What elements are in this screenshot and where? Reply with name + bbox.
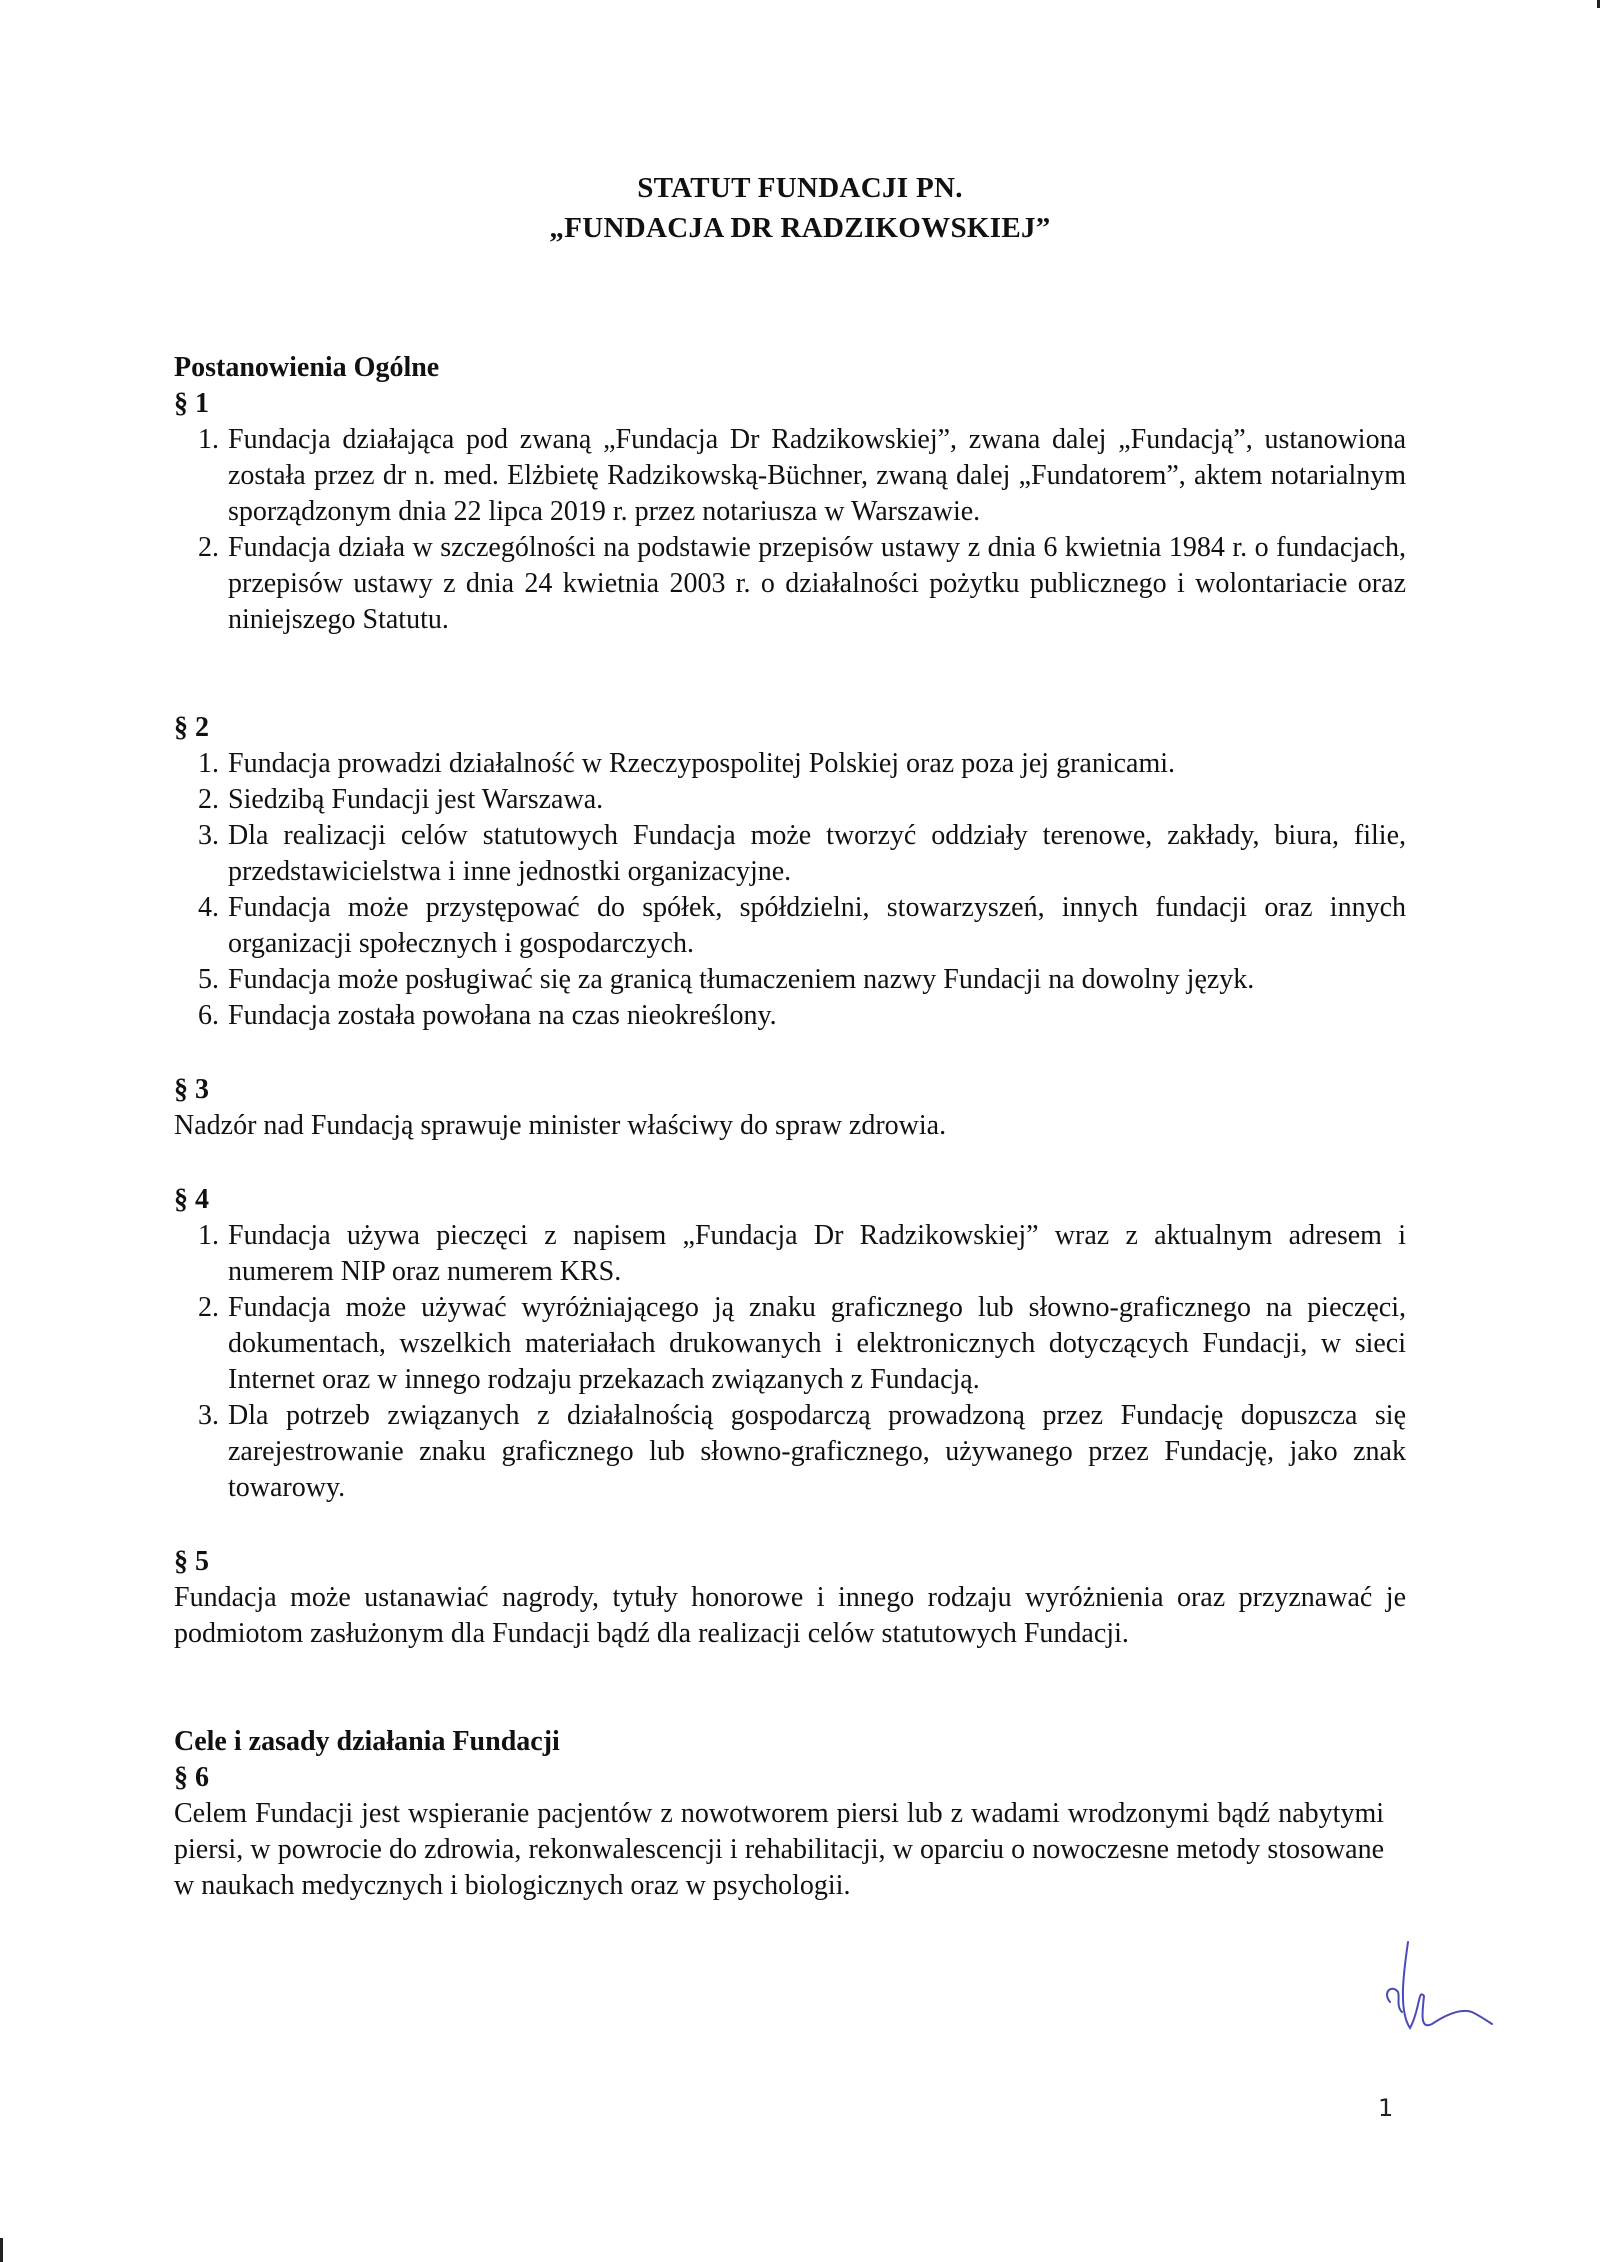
list-item: 2. Fundacja może używać wyróżniającego ją znaku graficznego lub słowno-graficznego na pieczęci, dokumentach, wszelkich materiałach drukowanych i elektronicznych dotyczących Fundacji, w sieci Internet oraz w innego rodzaju przekazach związanych z Fundacją.: [226, 1290, 1406, 1398]
paragraph-3-text: Nadzór nad Fundacją sprawuje minister właściwy do spraw zdrowia.: [174, 1110, 947, 1141]
list-item: 3. Dla realizacji celów statutowych Fundacja może tworzyć oddziały terenowe, zakłady, biura, filie, przedstawicielstwa i inne jednostki organizacyjne.: [226, 818, 1406, 890]
scan-edge-mark: [0, 2238, 3, 2262]
list-item: 5. Fundacja może posługiwać się za granicą tłumaczeniem nazwy Fundacji na dowolny język.: [226, 962, 1406, 998]
signature-icon: [1380, 1940, 1510, 2050]
paragraph-5-text: Fundacja może ustanawiać nagrody, tytuły honorowe i innego rodzaju wyróżnienia oraz przyznawać je podmiotom zasłużonym dla Fundacji bądź dla realizacji celów statutowych Fundacji.: [174, 1582, 1406, 1649]
paragraph-6-label: § 6: [174, 1762, 209, 1793]
paragraph-4-list: [174, 1218, 1406, 1506]
document-title: [0, 168, 1600, 248]
list-item: 2. Siedzibą Fundacji jest Warszawa.: [226, 782, 1406, 818]
signature-stroke: [1387, 1942, 1492, 2028]
section-heading-general: Postanowienia Ogólne: [174, 352, 440, 383]
paragraph-1-list: [174, 422, 1406, 638]
paragraph-4-label: § 4: [174, 1184, 209, 1215]
list-item: 2. Fundacja działa w szczególności na podstawie przepisów ustawy z dnia 6 kwietnia 1984 r. o fundacjach, przepisów ustawy z dnia 24 kwietnia 2003 r. o działalności pożytku publicznego i wolontariacie oraz niniejszego Statutu.: [226, 530, 1406, 638]
section-heading-goals: Cele i zasady działania Fundacji: [174, 1726, 560, 1757]
title-line-1: STATUT FUNDACJI PN.: [637, 172, 963, 204]
list-item: 1. Fundacja używa pieczęci z napisem „Fundacja Dr Radzikowskiej” wraz z aktualnym adresem i numerem NIP oraz numerem KRS.: [226, 1218, 1406, 1290]
paragraph-1-label: § 1: [174, 388, 209, 419]
document-body: [174, 350, 1406, 1904]
list-item: 1. Fundacja działająca pod zwaną „Fundacja Dr Radzikowskiej”, zwana dalej „Fundacją”, ustanowiona została przez dr n. med. Elżbietę Radzikowską-Büchner, zwaną dalej „Fundatorem”, aktem notarialnym sporządzonym dnia 22 lipca 2019 r. przez notariusza w Warszawie.: [226, 422, 1406, 530]
paragraph-2-label: § 2: [174, 712, 209, 743]
paragraph-5-label: § 5: [174, 1546, 209, 1577]
list-item: 1. Fundacja prowadzi działalność w Rzeczypospolitej Polskiej oraz poza jej granicami.: [226, 746, 1406, 782]
list-item: 6. Fundacja została powołana na czas nieokreślony.: [226, 998, 1406, 1034]
list-item: 4. Fundacja może przystępować do spółek, spółdzielni, stowarzyszeń, innych fundacji oraz innych organizacji społecznych i gospodarczych.: [226, 890, 1406, 962]
list-item: 3. Dla potrzeb związanych z działalnością gospodarczą prowadzoną przez Fundację dopuszcza się zarejestrowanie znaku graficznego lub słowno-graficznego, używanego przez Fundację, jako znak towarowy.: [226, 1398, 1406, 1506]
paragraph-3-label: § 3: [174, 1074, 209, 1105]
title-line-2: „FUNDACJA DR RADZIKOWSKIEJ”: [549, 212, 1051, 244]
page-number: 1: [1378, 2094, 1394, 2122]
paragraph-2-list: [174, 746, 1406, 1034]
paragraph-6-text: Celem Fundacji jest wspieranie pacjentów z nowotworem piersi lub z wadami wrodzonymi bądź nabytymi piersi, w powrocie do zdrowia, rekonwalescencji i rehabilitacji, w oparciu o nowoczesne metody stosowane w naukach medycznych i biologicznych oraz w psychologii.: [174, 1798, 1384, 1901]
